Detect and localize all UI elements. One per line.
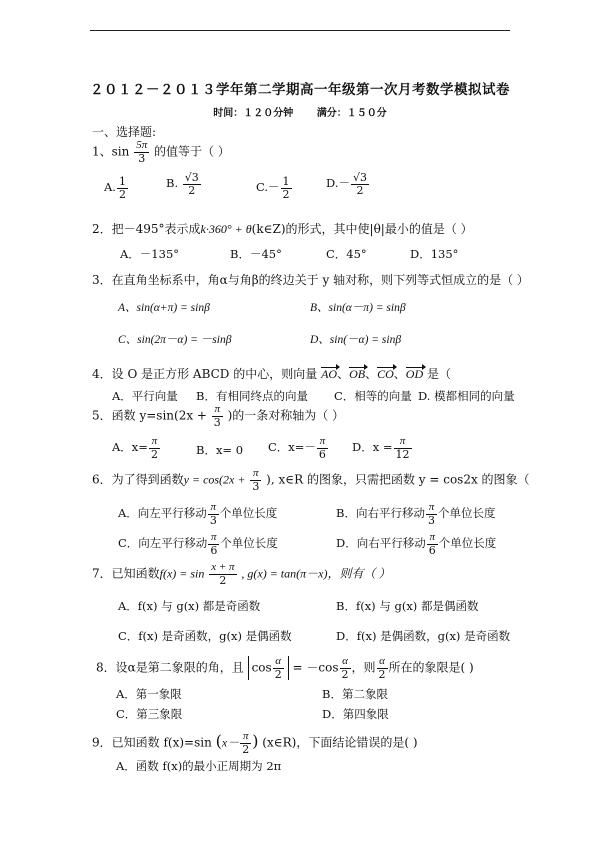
q2-option-d: D．135° [410,247,459,261]
question-1 [92,140,230,164]
question-4: 4．设 O 是正方形 ABCD 的中心，则向量 AO、OB、CO、OD 是（ [92,367,451,381]
q2-expression: k·360° + θ [200,222,252,236]
vector-od: OD [405,367,424,381]
q4-option-a: A．平行向量 [112,389,178,403]
vector-co: CO [377,367,394,381]
vector-ob: OB [349,367,366,381]
question-3: 3．在直角坐标系中，角α与角β的终边关于 y 轴对称，则下列等式恒成立的是（ ） [92,273,529,287]
section-heading: 一、选择题: [92,125,157,139]
question-8: 8．设α是第二象限的角，且 cos $\frac{\alpha}{2}$ = －cos $\frac{\alpha}{2}$ ，则 $\frac{\alpha}{2}$ 所在的象限是( ) [96,655,474,681]
q6-option-b: B．向右平行移动 $\frac{\pi}{3}$ 个单位长度 [336,501,496,527]
q5-option-c: C．x=－ $\frac{\pi}{6}$ [268,435,326,461]
q1-fraction: $\frac{5\pi}{3}$ [136,139,148,165]
time-limit: 时间：１２０分钟 [213,108,294,119]
q1-tail: 的值等于（ ） [154,144,230,159]
q2-option-a: A．－135° [120,247,180,261]
q8-abs-value: cos $\frac{\alpha}{2}$ [248,656,289,680]
question-5: 5．函数 y=sin(2x + $\frac{\pi}{3}$ )的一条对称轴为（ ） [92,403,345,429]
q1-option-d: D.－ $\frac{√3}{2}$ [326,171,367,197]
q8-option-b: B．第二象限 [322,687,388,701]
q6-option-a: A．向左平行移动 $\frac{\pi}{3}$ 个单位长度 [118,501,278,527]
q6-option-d: D．向右平行移动 $\frac{\pi}{6}$ 个单位长度 [336,531,497,557]
q4-option-c: C．相等的向量 [334,389,412,403]
q8-option-a: A．第一象限 [116,687,182,701]
q1-option-a: A. $\frac{1}{2}$ [104,175,126,201]
q1-sin: sin [111,144,130,159]
top-rule [90,30,510,31]
full-score: 满分：１５０分 [316,108,387,119]
exam-subtitle [0,104,600,119]
question-9: 9．已知函数 f(x)=sin (x－ $\frac{\pi}{2}$ ) (x∈R)，下面结论错误的是( ) [92,730,418,756]
q1-option-b: B. $\frac{√3}{2}$ [166,171,199,197]
exam-title: ２０１２－２０１３学年第二学期高一年级第一次月考数学模拟试卷 [90,82,510,98]
q1-number: 1、 [92,144,112,159]
q1-option-c: C.－ $\frac{1}{2}$ [256,175,290,201]
q2-option-c: C．45° [326,247,367,261]
q2-option-b: B．－45° [230,247,282,261]
q8-option-d: D．第四象限 [322,707,389,721]
q8-option-c: C．第三象限 [116,707,183,721]
q7-option-c: C．f(x) 是奇函数，g(x) 是偶函数 [118,629,292,643]
q3-option-b: B、sin(α－π) = sinβ [310,302,406,314]
q5-option-d: D．x = $\frac{\pi}{12}$ [352,435,410,461]
q7-option-a: A．f(x) 与 g(x) 都是奇函数 [118,599,261,613]
q5-option-a: A．x= $\frac{\pi}{2}$ [112,435,158,461]
q4-option-b: B．有相同终点的向量 [196,389,308,403]
q6-option-c: C．向左平行移动 $\frac{\pi}{6}$ 个单位长度 [118,531,278,557]
q9-option-a: A．函数 f(x)的最小正周期为 2π [116,759,282,773]
q7-option-b: B．f(x) 与 g(x) 都是偶函数 [336,599,479,613]
question-7: 7．已知函数f(x) = sin $\frac{x + \pi}{2}$ , g(x) = tan(π－x)，则有（ ） [92,561,391,587]
q4-option-d: D. 模都相同的向量 [418,389,515,403]
question-6: 6．为了得到函数y = cos(2x + $\frac{\pi}{3}$ ), x∈R 的图象，只需把函数 y = cos2x 的图象（ [92,467,530,493]
q3-option-c: C、sin(2π－α) = －sinβ [118,334,232,346]
q3-option-d: D、sin(－α) = sinβ [310,334,402,346]
q3-option-a: A、sin(α+π) = sinβ [118,302,210,314]
q7-option-d: D．f(x) 是偶函数，g(x) 是奇函数 [336,629,511,643]
vector-ao: AO [321,367,338,381]
question-2: 2．把－495°表示成k·360° + θ(k∈Z)的形式，其中使|θ|最小的值是（ ） [92,222,473,236]
q5-option-b: B．x= 0 [196,443,244,457]
